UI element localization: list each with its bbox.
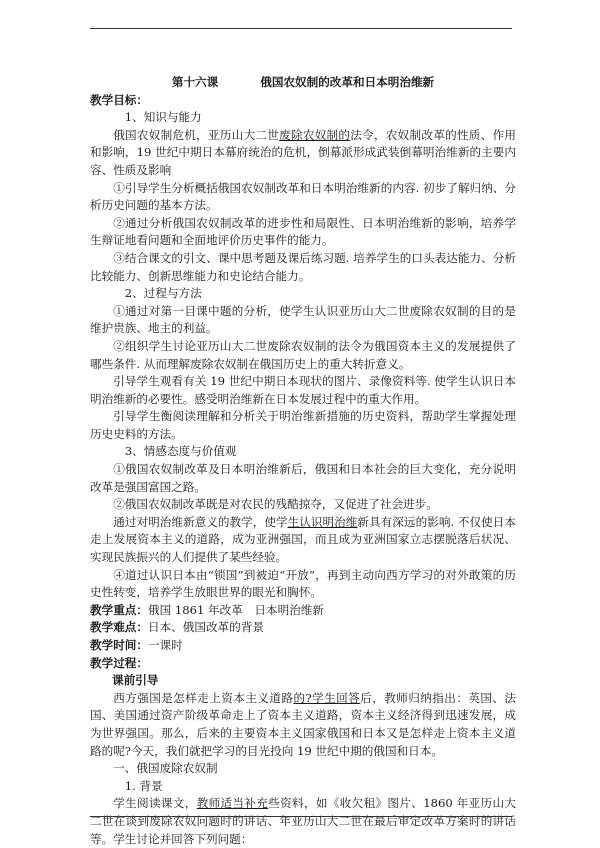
sec1-p1-underlined: 废除农奴制的 [279, 127, 351, 142]
page-title [90, 74, 516, 92]
teaching-time [90, 637, 516, 655]
sec3-paragraph-3 [90, 514, 516, 567]
sec1-heading: 1、知识与能力 [124, 110, 202, 125]
sec1-paragraph-4: ③结合课文的引文、课中思考题及课后练习题. 培养学生的口头表达能力、分析比较能力、创新思维能力和史论结合能力。 [90, 250, 516, 283]
intro-underlined: 的?学生回答 [293, 690, 361, 705]
sec3-paragraph-1: ①俄国农奴制改革及日本明治维新后，俄国和日本社会的巨大变化，充分说明改革是强国富国之路。 [90, 462, 516, 494]
sec1-p1-text-b: 法令，农奴制改革的性质、作用和影响，19 世纪中期日本幕府统治的危机，倒幕派形成武装倒幕明治维新的主要内容、性质及影响 [90, 127, 516, 177]
part1-subheading: 1. 背景 [124, 778, 163, 793]
sec1-paragraph-2: ①引导学生分析概括俄国农奴制改革和日本明治维新的内容. 初步了解归纳、分析历史问题的基本方法。 [90, 180, 516, 213]
sec1-paragraph-1 [90, 127, 516, 180]
sec1-p1-text-a: 俄国农奴制危机，亚历山大二世 [113, 127, 280, 142]
part1-paragraph [90, 795, 516, 848]
teaching-time-label: 教学时间： [90, 638, 148, 652]
intro-text-a: 西方强国是怎样走上资本主义道路 [113, 690, 294, 705]
bottom-rule [90, 816, 512, 817]
teaching-focus-text: 俄国 1861 年改革 日本明治维新 [147, 602, 324, 617]
part1-heading: 一、俄国废除农奴制 [113, 761, 218, 776]
sec2-paragraph-1: ①通过对第一目课中题的分析，使学生认识亚历山大二世废除农奴制的目的是维护贵族、地主的利益。 [90, 303, 516, 336]
part1-underlined: 教师适当补充 [196, 796, 269, 811]
teaching-difficulty-text: 日本、俄国改革的背景 [147, 620, 264, 635]
sec2-paragraph-2: ②组织学生讨论亚历山大二世废除农奴制的法令为俄国资本主义的发展提供了哪些条件. 从而理解废除农奴制在俄国历史上的重大转折意义。 [90, 338, 516, 371]
document-body [90, 74, 516, 848]
sec3-paragraph-4: ④道过认识日本由“锁国”到被迫“开放”，再到主动向西方学习的对外敢策的历史性转变，培养学生放眼世界的眼光和胸怀。 [90, 567, 516, 600]
intro-text-b: 后，教师归纳指出：英国、法国、美国通过资产阶级革命走上了资本主义道路，资本主义经济得到迅速发展，成为世界强国。那么，后来的主要资本主义国家俄国和日本又是怎样走上资本主义道路的呢?今天，我们就把学习的目光投向 19 世纪中期的俄国和日本。 [90, 690, 516, 758]
top-rule [90, 28, 512, 29]
sec2-heading: 2、过程与方法 [124, 286, 202, 301]
intro-heading: 课前引导 [112, 673, 159, 688]
part1-text-b: 些资料，如《收欠租》图片、1860 年亚历山大二世在谈到废除农奴问题时的讲话、年亚历山大二世在最后审定改革方案时的讲话等。学生讨论并回答下列问题： [90, 796, 516, 846]
teaching-focus [90, 602, 516, 620]
lesson-number: 第十六课 [171, 75, 219, 89]
intro-paragraph [90, 690, 516, 760]
sec2-paragraph-4: 引导学生衡阅读理解和分析关于明治维新措施的历史资料，帮助学生掌握处理历史史料的方法。 [90, 409, 516, 441]
sec2-paragraph-3: 引导学生观看有关 19 世纪中期日本现状的图片、录像资料等. 使学生认识日本明治维新的必要性。感受明治维新在日本发展过程中的重大作用。 [90, 374, 516, 406]
sec3-p3-text-a: 通过对明治维新意义的教学，使学 [113, 514, 288, 529]
sec1-paragraph-3: ②通过分析俄国农奴制改革的进步性和局限性、日本明治维新的影响，培养学生辩证地看问题和全面地评价历史事件的能力。 [90, 215, 516, 248]
process-heading: 教学过程： [90, 655, 148, 670]
sec3-p3-text-b: 新具有深远的影响. 不仅使日本走上发展资本主义的道路，成为亚洲强国，而且成为亚洲国家立志摆脱落后状况、实现民族振兴的人们提供了某些经验。 [90, 514, 516, 565]
sec3-heading: 3、情感态度与价值观 [124, 444, 237, 459]
teaching-time-text: 一课时 [147, 638, 183, 652]
teaching-focus-label: 教学重点： [90, 602, 148, 617]
teaching-difficulty-label: 教学难点： [90, 620, 148, 635]
part1-text-a: 学生阅读课文， [113, 796, 197, 811]
teaching-difficulty [90, 619, 516, 637]
goals-heading: 教学目标： [90, 92, 148, 107]
sec3-p3-underlined: 生认识明治维 [287, 514, 358, 529]
lesson-name: 俄国农奴制的改革和日本明治维新 [260, 75, 435, 89]
sec3-paragraph-2: ②俄国农奴制改革既是对农民的残酷掠夺，又促进了社会进步。 [113, 497, 438, 512]
